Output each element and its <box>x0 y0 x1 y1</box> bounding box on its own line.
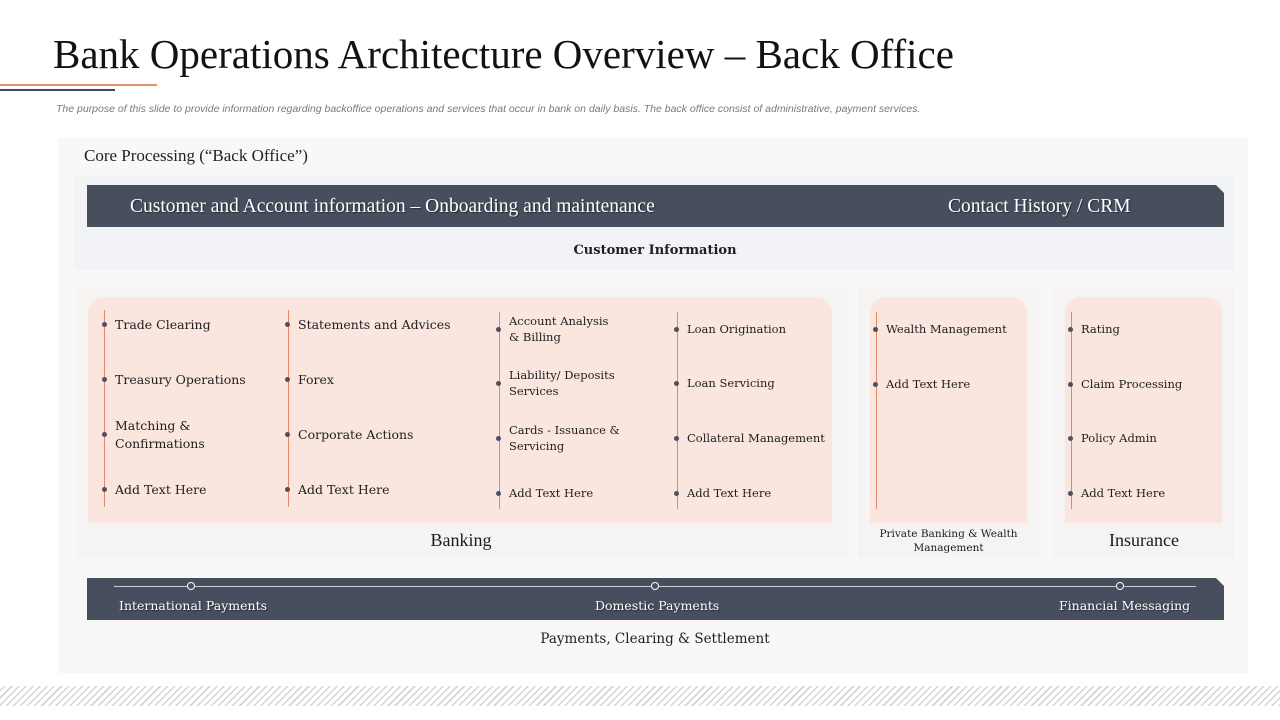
banking-item: Liability/ Deposits Services <box>509 368 621 400</box>
customer-account-band-text: Customer and Account information – Onboarding and maintenance <box>130 196 655 217</box>
banking-item: Add Text Here <box>115 482 207 497</box>
banking-column-4-line <box>677 312 678 509</box>
payments-item: Financial Messaging <box>1059 598 1191 613</box>
payments-clearing-label: Payments, Clearing & Settlement <box>540 631 770 647</box>
contact-history-band-text: Contact History / CRM <box>948 196 1131 217</box>
banking-item: Cards - Issuance & Servicing <box>509 423 620 453</box>
banking-column-3-line <box>499 312 500 509</box>
banking-item: Statements and Advices <box>298 317 451 332</box>
insurance-label: Insurance <box>1109 530 1179 550</box>
core-processing-label: Core Processing (“Back Office”) <box>84 146 308 165</box>
insurance-line <box>1071 312 1072 509</box>
banking-item: Treasury Operations <box>115 372 246 387</box>
banking-item: Collateral Management <box>687 431 825 445</box>
banking-item: Add Text Here <box>687 486 772 500</box>
banking-item: Forex <box>298 372 334 387</box>
payments-node <box>1116 582 1124 590</box>
title-accent-line <box>0 84 157 86</box>
insurance-item: Rating <box>1081 322 1120 336</box>
banking-item: Trade Clearing <box>115 317 211 332</box>
private-banking-item: Wealth Management <box>886 322 1007 336</box>
banking-label: Banking <box>430 530 492 550</box>
banking-item: Corporate Actions <box>298 427 414 442</box>
payments-node <box>651 582 659 590</box>
banking-column-2-line <box>288 310 289 507</box>
banking-item: Matching & Confirmations <box>115 417 235 452</box>
banking-item: Add Text Here <box>298 482 390 497</box>
slide-title: Bank Operations Architecture Overview – Back Office <box>53 31 954 77</box>
banking-column-1-line <box>104 310 105 507</box>
private-banking-label: Private Banking & Wealth Management <box>879 528 1018 555</box>
slide-subtitle: The purpose of this slide to provide information regarding backoffice operations and services that occur in bank on daily basis. The back office consist of administrative, payment services. <box>56 103 921 115</box>
banking-item: Loan Servicing <box>687 376 775 390</box>
footer-hatch-decoration <box>0 686 1280 706</box>
title-accent-line-dark <box>0 89 115 91</box>
insurance-item: Add Text Here <box>1081 486 1166 500</box>
private-banking-item: Add Text Here <box>886 377 971 391</box>
payments-item: Domestic Payments <box>595 598 720 613</box>
customer-information-label: Customer Information <box>573 243 737 258</box>
payments-item: International Payments <box>119 598 268 613</box>
insurance-item: Claim Processing <box>1081 377 1183 391</box>
payments-node <box>187 582 195 590</box>
banking-item: Account Analysis & Billing <box>509 314 621 346</box>
banking-item: Add Text Here <box>509 486 594 500</box>
private-banking-line <box>876 312 877 509</box>
insurance-item: Policy Admin <box>1081 431 1157 445</box>
banking-item: Loan Origination <box>687 322 787 336</box>
